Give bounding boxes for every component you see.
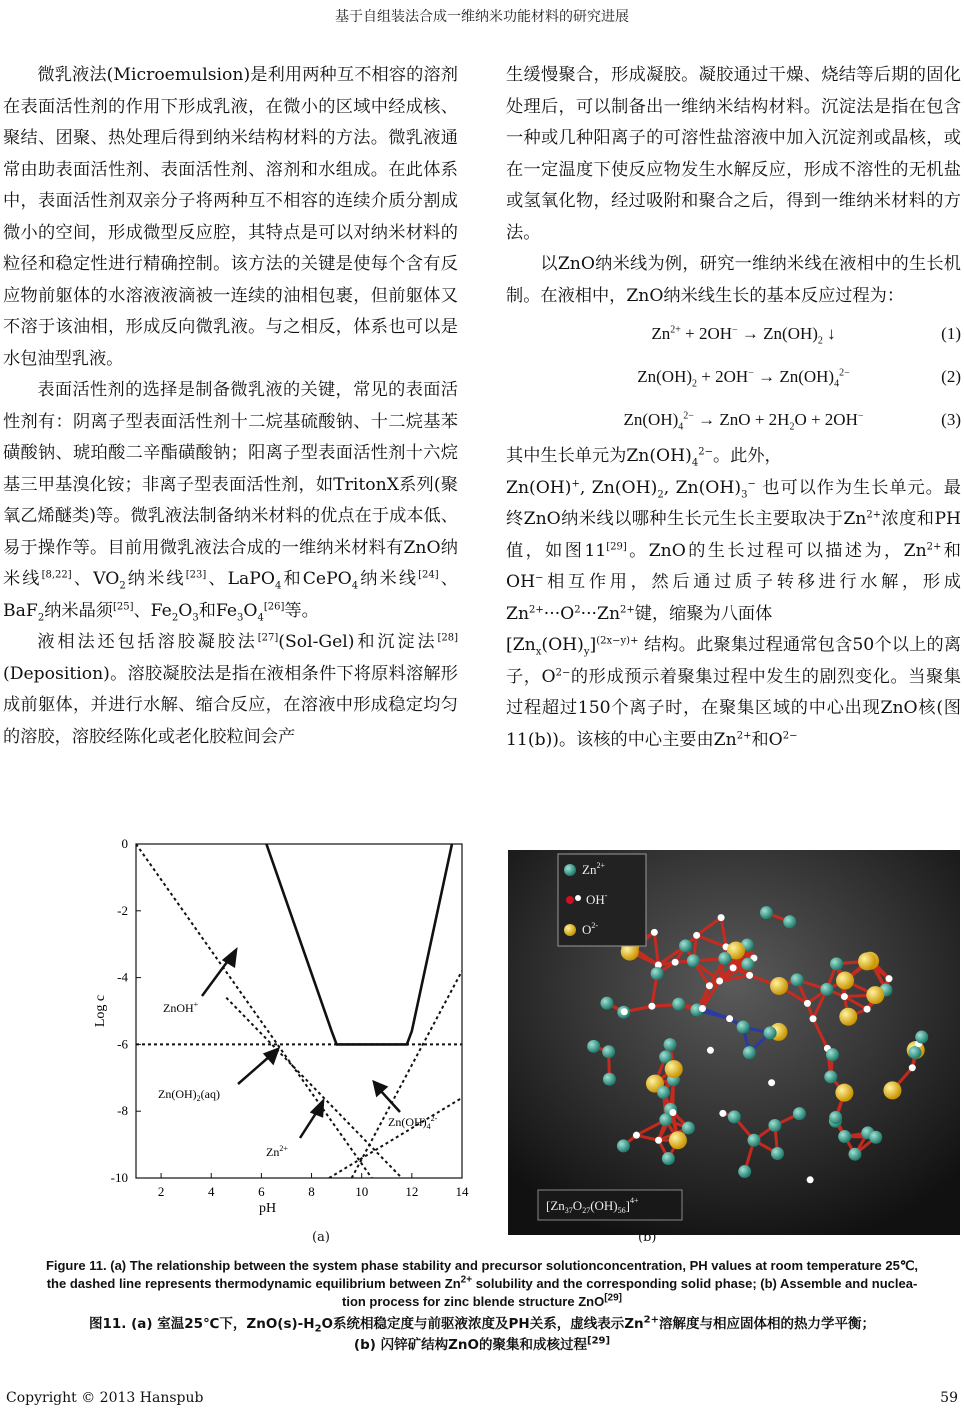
cluster-atom bbox=[687, 954, 700, 967]
paragraph-sol-gel: 液相法还包括溶胶凝胶法[27](Sol-Gel)和沉淀法[28](Deposition)。溶胶凝胶法是指在液相条件下将原料溶解形成前躯体，并进行水解、缩合反应，在溶液中形成稳定均匀的溶胶，溶胶经陈化或老化胶粒间会产 bbox=[3, 632, 458, 747]
cluster-atom bbox=[783, 915, 796, 928]
footer-page-number: 59 bbox=[940, 1390, 958, 1406]
cluster-atom bbox=[651, 929, 658, 936]
cluster-atom bbox=[746, 972, 753, 979]
cluster-atom bbox=[648, 1003, 655, 1010]
cluster-atom bbox=[883, 1081, 901, 1099]
cluster-atom bbox=[655, 1137, 662, 1144]
y-tick-label: -6 bbox=[117, 1036, 128, 1052]
annotation-zn2: $Zn^{2+}$ bbox=[266, 1144, 288, 1159]
caption-chinese: 图11. (a) 室温25℃下，$ZnO(s)-H_2O$系统相稳定度与前驱液浓度及PH关系，虚线表示$Zn^{2+}$溶解度与相应固体相的热力学平衡； (b) 闪锌矿结构ZnO的聚集和成核过程[29] bbox=[89, 1314, 875, 1353]
cluster-atom bbox=[665, 1060, 683, 1078]
cluster-atom bbox=[909, 1064, 916, 1071]
legend-zn: $Zn^{2+}$ bbox=[582, 861, 605, 877]
running-header: 基于自组装法合成一维纳米功能材料的研究进展 bbox=[335, 9, 629, 25]
cluster-atom bbox=[885, 975, 892, 982]
cluster-formula: $[Zn_{37}O_{27}(OH)_{56}]^{4+}$ bbox=[546, 1196, 639, 1215]
cluster-atom bbox=[838, 1130, 851, 1143]
equation-2: $Zn(OH)_2 + 2OH^- \to Zn(OH)_4^{2-}$ (2) bbox=[637, 366, 961, 390]
y-tick-label: -4 bbox=[117, 969, 128, 985]
series-solubility bbox=[266, 844, 452, 1044]
paragraph-microemulsion: 微乳液法(Microemulsion)是利用两种互不相容的溶剂在表面活性剂的作用下形成乳液，在微小的区域中经成核、聚结、团聚、热处理后得到纳米结构材料的方法。微乳液通常由助表面活性剂、表面活性剂、溶剂和水组成。在此体系中，表面活性剂双亲分子将两种互不相容的连续介质分割成微小的空间，形成微型反应腔，其特点是可以对纳米材料的粒径和稳定性进行精确控制。该方法的关键是使每个含有反应物前躯体的水溶液液滴被一连续的油相包裹，但前躯体又不溶于该油相，形成反向微乳液。与之相反，体系也可以是水包油型乳液。 bbox=[3, 65, 458, 369]
cluster-atom bbox=[651, 967, 664, 980]
cluster-atom bbox=[836, 972, 854, 990]
cluster-atom bbox=[699, 1005, 706, 1012]
annotation-znoh: ZnOH+ bbox=[163, 1000, 199, 1015]
subfigure-label-a: (a) bbox=[312, 1230, 330, 1245]
cluster-atom bbox=[826, 1048, 839, 1061]
x-tick-label: 8 bbox=[308, 1184, 315, 1199]
x-tick-label: 12 bbox=[405, 1184, 419, 1199]
left-column bbox=[3, 60, 458, 753]
cluster-atom bbox=[864, 1006, 871, 1013]
cluster-atom bbox=[707, 1047, 714, 1054]
cluster-atom bbox=[657, 1086, 670, 1099]
cluster-atom bbox=[848, 1148, 861, 1161]
x-tick-label: 10 bbox=[355, 1184, 369, 1199]
cluster-atom bbox=[869, 1131, 882, 1144]
cluster-atom bbox=[768, 1119, 781, 1132]
cluster-atom bbox=[820, 983, 833, 996]
cluster-atom bbox=[669, 1109, 676, 1116]
y-tick-label: -2 bbox=[117, 902, 128, 918]
cluster-atom bbox=[764, 1026, 777, 1039]
series-zn-oh-3- bbox=[329, 1098, 462, 1178]
cluster-atom bbox=[726, 1015, 733, 1022]
phase-stability-chart bbox=[90, 836, 510, 1226]
cluster-atom bbox=[693, 932, 700, 939]
cluster-atom bbox=[633, 1132, 640, 1139]
cluster-atom bbox=[600, 997, 613, 1010]
cluster-atom bbox=[662, 1152, 675, 1165]
cluster-atom bbox=[743, 1046, 756, 1059]
cluster-atom bbox=[602, 1045, 615, 1058]
cluster-atom bbox=[770, 977, 788, 995]
cluster-atom bbox=[908, 1046, 921, 1059]
legend-oh: OH- bbox=[586, 891, 608, 907]
cluster-atom bbox=[810, 1015, 817, 1022]
cluster-atom bbox=[760, 906, 773, 919]
cluster-atom bbox=[664, 1038, 677, 1051]
cluster-atom bbox=[793, 1107, 806, 1120]
cluster-atom bbox=[672, 959, 679, 966]
cluster-atom bbox=[672, 998, 685, 1011]
equation-3: $Zn(OH)_4^{2-}$ → ZnO + $2H_2O + 2OH^-$ (3) bbox=[623, 409, 961, 433]
cluster-atom bbox=[915, 1031, 928, 1044]
footer-copyright: Copyright © 2013 Hanspub bbox=[6, 1390, 204, 1406]
equation-1: $Zn^{2+} + 2OH^- \to Zn(OH)_2$ ↓ (1) bbox=[651, 323, 961, 347]
cluster-atom bbox=[621, 1008, 628, 1015]
cluster-atom bbox=[718, 952, 731, 965]
paragraph-gel-continuation: 生缓慢聚合，形成凝胶。凝胶通过干燥、烧结等后期的固化处理后，可以制备出一维纳米结构材料。沉淀法是指在包含一种或几种阳离子的可溶性盐溶液中加入沉淀剂或晶核，或在一定温度下使反应物发生水解反应，形成不溶性的无机盐或氢氧化物，经过吸附和聚合之后，得到一维纳米材料的方法。 bbox=[506, 65, 961, 243]
x-tick-label: 2 bbox=[157, 1184, 165, 1199]
cluster-atom bbox=[603, 1073, 616, 1086]
annotation-zn-oh-2-aq: $Zn(OH)_2(aq)$ bbox=[158, 1087, 220, 1103]
cluster-atom bbox=[835, 1084, 853, 1102]
cluster-atom bbox=[829, 1111, 842, 1124]
paragraph-zno-growth: 以ZnO纳米线为例，研究一维纳米线在液相中的生长机制。在液相中，ZnO纳米线生长的基本反应过程为： bbox=[506, 254, 961, 306]
cluster-atom bbox=[617, 1139, 630, 1152]
cluster-atom bbox=[737, 1021, 750, 1034]
cluster-atom bbox=[682, 1121, 695, 1134]
cluster-atom bbox=[824, 1070, 837, 1083]
cluster-atom bbox=[747, 1134, 760, 1147]
x-tick-label: 6 bbox=[258, 1184, 265, 1199]
caption-english: Figure 11. (a) The relationship between the system phase stability and precursor solutionconcentration, PH values at room temperature 25℃, the dashed line represents thermodynamic equilibrium between $Zn^{2+}$ solubility and the corresponding solid phase; (b) Assemble and nuclea- tion process for zinc blende structure ZnO[29] bbox=[45, 1258, 919, 1309]
cluster-atom bbox=[669, 1131, 687, 1149]
cluster-atom bbox=[679, 939, 692, 952]
cluster-atom bbox=[716, 978, 723, 985]
paragraph-surfactants: 表面活性剂的选择是制备微乳液的关键，常见的表面活性剂有：阴离子型表面活性剂十二烷基硫酸钠、十二烷基苯磺酸钠、琥珀酸二辛酯磺酸钠；阳离子型表面活性剂十六烷基三甲基溴化铵；非离子型表面活性剂，如TritonX系列(聚氧乙烯醚类)等。微乳液法制备纳米材料的优点在于成本低、易于操作等。目前用微乳液法合成的一维纳米材料有ZnO纳米线[8,22]、$VO_2$纳米线[23]、LaPO$_4$和CePO$_4$纳米线[24]、BaF$_2$纳米晶须[25]、$Fe_2O_3$和$Fe_3O_4[26]$等。 bbox=[3, 380, 458, 623]
y-tick-label: 0 bbox=[121, 836, 128, 851]
cluster-atom bbox=[728, 1110, 741, 1123]
x-tick-label: 4 bbox=[207, 1184, 215, 1199]
cluster-atom bbox=[771, 1147, 784, 1160]
cluster-atom bbox=[807, 1176, 814, 1183]
cluster-atom bbox=[741, 958, 754, 971]
y-tick-label: -8 bbox=[117, 1103, 128, 1119]
zno-cluster-image bbox=[508, 850, 960, 1235]
cluster-atom bbox=[791, 973, 804, 986]
right-column bbox=[506, 60, 961, 756]
legend-o: $O^{2-}$ bbox=[582, 921, 599, 937]
cluster-atom bbox=[659, 1113, 672, 1126]
cluster-atom bbox=[587, 1040, 600, 1053]
figure-11 bbox=[0, 836, 964, 1256]
y-axis-label: Log c bbox=[93, 994, 108, 1028]
y-tick-label: -10 bbox=[110, 1170, 128, 1185]
cluster-atom bbox=[768, 1079, 775, 1086]
cluster-atom bbox=[706, 982, 713, 989]
cluster-atom bbox=[804, 1000, 811, 1007]
cluster-atom bbox=[839, 1008, 857, 1026]
subfigure-label-b: (b) bbox=[638, 1230, 657, 1245]
x-tick-label: 14 bbox=[455, 1184, 469, 1199]
paragraph-growth-units: 其中生长单元为$Zn(OH)_4^{2-}$。此外， Zn(OH)+, $Zn(OH)_2$, $Zn(OH)_3^-$ 也可以作为生长单元。最终ZnO纳米线以哪种生长元生长主要取决于$Zn^{2+}$浓度和PH值，如图11[29]。ZnO的生长过程可以描述为，$Zn^{2+}$和OH−相互作用，然后通过质子转移进行水解，形成$Zn^{2+}\cdot\cdot\cdot O^2\cdot\cdot\cdot Zn^{2+}$键，缩聚为八面体 $[Zn_x(OH)_y]^{(2x-y)+}$ 结构。此聚集过程通常包含50个以上的离子，$O^{2-}$的形成预示着聚集过程中发生的剧烈变化。当聚集过程超过150个离子时，在聚集区域的中心出现ZnO核(图11(b))。该核的中心主要由$Zn^{2+}$和$O^{2-}$ bbox=[506, 446, 962, 750]
series-zn-oh-4-2- bbox=[352, 971, 462, 1178]
cluster-atom bbox=[841, 993, 848, 1000]
cluster-atom bbox=[830, 957, 843, 970]
cluster-atom bbox=[858, 952, 876, 970]
x-axis-label: pH bbox=[259, 1201, 277, 1216]
cluster-atom bbox=[718, 914, 725, 921]
cluster-atom bbox=[719, 1110, 726, 1117]
cluster-atom bbox=[866, 986, 884, 1004]
annotation-zn-oh-4: $Zn(OH)_4^{2-}$ bbox=[388, 1114, 438, 1131]
cluster-atom bbox=[730, 964, 737, 971]
cluster-atom bbox=[738, 1165, 751, 1178]
